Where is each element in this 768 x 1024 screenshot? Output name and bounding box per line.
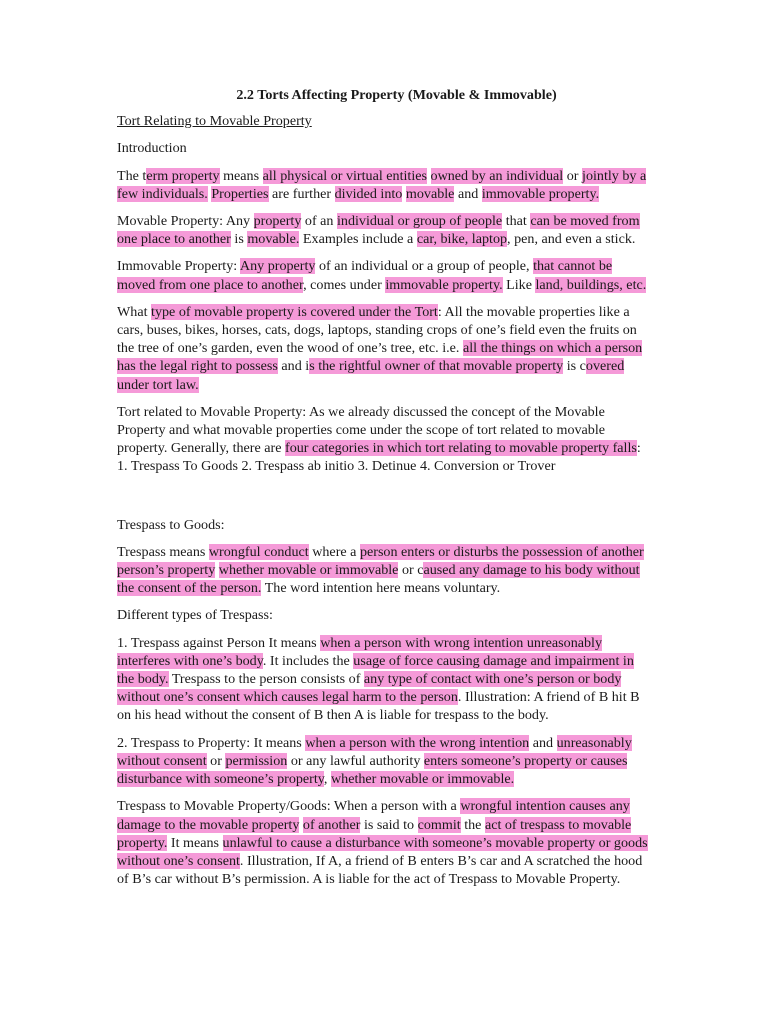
highlighted-text: property bbox=[253, 213, 302, 230]
introduction-heading: Introduction bbox=[117, 140, 187, 157]
highlighted-text: whether movable or immovable. bbox=[330, 771, 515, 788]
types-heading: Different types of Trespass: bbox=[117, 607, 273, 624]
highlighted-text: commit bbox=[417, 816, 461, 833]
paragraph-movable-property bbox=[117, 212, 652, 248]
trespass-goods-heading: Trespass to Goods: bbox=[117, 516, 225, 533]
highlighted-text: land, buildings, etc. bbox=[535, 276, 647, 293]
paragraph-trespass-property bbox=[117, 734, 652, 789]
text-segment: or any lawful authority bbox=[287, 752, 424, 769]
text-segment: Movable Property: Any bbox=[117, 213, 254, 230]
text-segment: Examples include a bbox=[299, 231, 417, 248]
highlighted-text: person enters or disturbs the possession of another person’s property bbox=[117, 543, 644, 579]
highlighted-text: s the rightful owner of that movable property bbox=[309, 358, 564, 375]
text-segment: or bbox=[206, 752, 226, 769]
text-segment: Trespass means bbox=[117, 543, 209, 560]
text-segment: that bbox=[502, 213, 531, 230]
paragraph-term-property bbox=[117, 167, 652, 203]
text-segment: 1. Trespass against Person It means bbox=[117, 634, 321, 651]
text-segment: and bbox=[529, 734, 557, 751]
text-segment: The word intention here means voluntary. bbox=[261, 580, 501, 597]
text-segment: . Illustration, If A, a friend of B enters B’s car and A scratched the hood of B’s car without B’s permission. A is liable for the act of Trespass to Movable Property. bbox=[117, 852, 643, 888]
highlighted-text: act of trespass to movable property. bbox=[117, 816, 632, 851]
highlighted-text: that cannot be moved from one place to another bbox=[117, 258, 613, 293]
highlighted-text: of another bbox=[302, 816, 361, 833]
highlighted-text: all physical or virtual entities bbox=[262, 167, 427, 184]
text-segment: , bbox=[323, 771, 331, 788]
text-segment: are further bbox=[268, 185, 335, 202]
highlighted-text: when a person with wrong intention unreasonably interferes with one’s body bbox=[117, 634, 603, 669]
text-segment: or c bbox=[398, 562, 424, 579]
highlighted-text: erm property bbox=[146, 167, 220, 184]
page-title: 2.2 Torts Affecting Property (Movable & Immovable) bbox=[236, 87, 557, 103]
highlighted-text: owned by an individual bbox=[430, 167, 564, 184]
highlighted-text: four categories in which tort relating to movable property falls bbox=[285, 440, 637, 457]
text-segment: of an individual or a group of people, bbox=[315, 258, 534, 275]
highlighted-text: unreasonably without consent bbox=[117, 734, 632, 769]
paragraph-what-type bbox=[117, 303, 652, 394]
highlighted-text: unlawful to cause a disturbance with someone’s movable property or goods without one’s consent bbox=[117, 834, 648, 869]
highlighted-text: any type of contact with one’s person or body without one’s consent which causes legal harm to the person bbox=[117, 671, 622, 706]
text-segment: or bbox=[563, 167, 583, 184]
text-segment: Trespass to Movable Property/Goods: When a person with a bbox=[117, 798, 461, 815]
highlighted-text: aused any damage to his body without the consent of the person. bbox=[117, 562, 640, 597]
text-segment bbox=[427, 168, 431, 184]
text-segment: : All the movable properties like a cars, buses, bikes, horses, cats, dogs, laptops, standing crops of one’s field even the fruits on the tree of one’s garden, even the wood of one’s tree, etc. i.e. bbox=[117, 303, 637, 357]
types-paragraphs bbox=[117, 634, 652, 889]
highlighted-text: overed under tort law. bbox=[117, 358, 625, 393]
highlighted-text: type of movable property is covered under the Tort bbox=[151, 303, 438, 320]
document-body bbox=[117, 86, 652, 897]
text-segment: , pen, and even a stick. bbox=[507, 231, 636, 248]
text-segment: Like bbox=[502, 276, 536, 293]
text-segment: . It includes the bbox=[262, 652, 354, 669]
highlighted-text: immovable property. bbox=[481, 185, 600, 202]
text-segment: is c bbox=[563, 358, 586, 375]
highlighted-text: immovable property. bbox=[385, 276, 503, 293]
text-segment: . Illustration: A friend of B hit B on his head without the consent of B then A is liable for trespass to the body. bbox=[117, 689, 640, 724]
text-segment: where a bbox=[308, 543, 360, 560]
highlighted-text: individual or group of people bbox=[337, 213, 503, 230]
trespass-paragraph-container bbox=[117, 543, 652, 598]
text-segment: 2. Trespass to Property: It means bbox=[117, 734, 306, 751]
text-segment: means bbox=[219, 167, 263, 184]
highlighted-text: movable. bbox=[247, 231, 300, 248]
section-heading: Tort Relating to Movable Property bbox=[117, 113, 312, 130]
highlighted-text: whether movable or immovable bbox=[218, 562, 399, 579]
highlighted-text: car, bike, laptop bbox=[416, 231, 508, 248]
text-segment: : 1. Trespass To Goods 2. Trespass ab initio 3. Detinue 4. Conversion or Trover bbox=[117, 440, 641, 475]
text-segment: , comes under bbox=[303, 276, 386, 293]
text-segment: and i bbox=[277, 358, 310, 375]
text-segment: the bbox=[460, 816, 485, 833]
highlighted-text: jointly by a few individuals. bbox=[117, 167, 647, 202]
highlighted-text: divided into bbox=[334, 185, 403, 202]
text-segment: The t bbox=[117, 167, 147, 184]
highlighted-text: Any property bbox=[239, 258, 316, 275]
highlighted-text: enters someone’s property or causes disturbance with someone’s property bbox=[117, 752, 628, 788]
highlighted-text: Properties bbox=[211, 185, 269, 202]
highlighted-text: permission bbox=[225, 752, 288, 769]
text-segment: and bbox=[454, 185, 482, 202]
intro-paragraphs bbox=[117, 167, 652, 476]
highlighted-text: when a person with the wrong intention bbox=[305, 734, 530, 751]
paragraph-immovable-property bbox=[117, 257, 652, 293]
highlighted-text: can be moved from one place to another bbox=[117, 213, 640, 248]
paragraph-trespass-movable bbox=[117, 797, 652, 888]
text-segment: It means bbox=[167, 834, 223, 851]
highlighted-text: all the things on which a person has the legal right to possess bbox=[117, 340, 643, 375]
paragraph-trespass-means bbox=[117, 543, 652, 598]
text-segment: What bbox=[117, 303, 152, 320]
text-segment: is said to bbox=[360, 816, 418, 833]
text-segment: Trespass to the person consists of bbox=[168, 671, 364, 688]
highlighted-text: wrongful conduct bbox=[208, 543, 309, 560]
text-segment: Tort related to Movable Property: As we already discussed the concept of the Movable Property and what movable properties come under the scope of tort related to movable property. Generally, there are bbox=[117, 403, 606, 457]
highlighted-text: usage of force causing damage and impairment in the body. bbox=[117, 652, 634, 688]
highlighted-text: wrongful intention causes any damage to the movable property bbox=[117, 798, 630, 833]
paragraph-trespass-person bbox=[117, 634, 652, 725]
text-segment: Immovable Property: bbox=[117, 258, 240, 275]
text-segment: is bbox=[230, 231, 248, 248]
paragraph-tort-related bbox=[117, 403, 652, 476]
highlighted-text: movable bbox=[405, 185, 455, 202]
text-segment: of an bbox=[301, 213, 337, 230]
